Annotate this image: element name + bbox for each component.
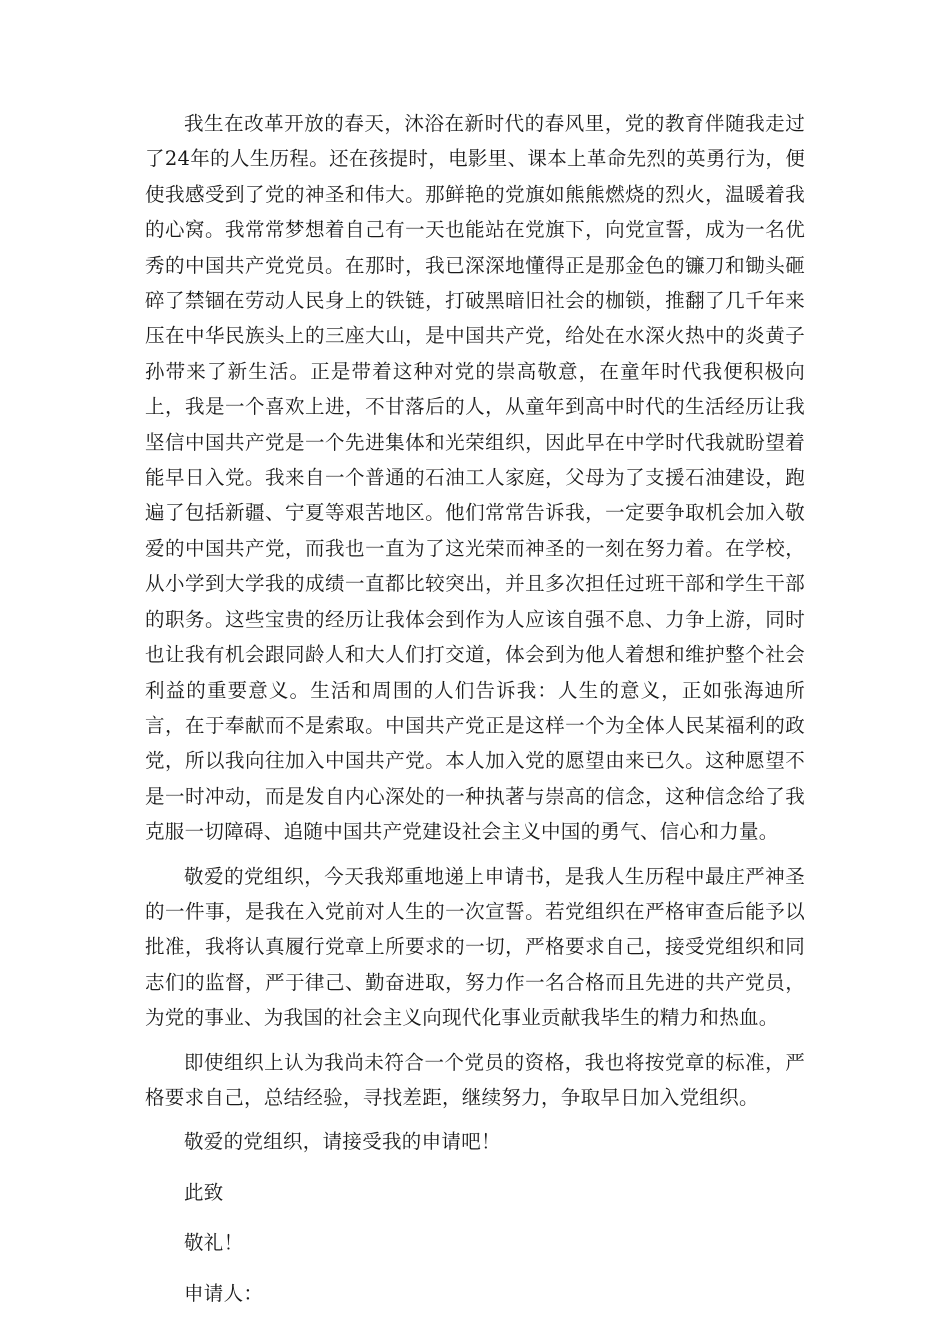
salutation-ci-zhi: 此致 [184, 1180, 224, 1204]
salutation-jing-li: 敬礼！ [184, 1231, 244, 1255]
body-paragraph-2: 敬爱的党组织，今天我郑重地递上申请书，是我人生历程中最庄严神圣的一件事，是我在入党前对人生的一次宣誓。若党组织在严格审查后能予以批准，我将认真履行党章上所要求的一切，严格要求自己，接受党组织和同志们的监督，严于律己、勤奋进取，努力作一名合格而且先进的共产党员，为党的事业、为我国的社会主义向现代化事业贡献我毕生的精力和热血。 [145, 864, 805, 1030]
body-paragraph-1: 我生在改革开放的春天，沐浴在新时代的春风里，党的教育伴随我走过了24年的人生历程。还在孩提时，电影里、课本上革命先烈的英勇行为，便使我感受到了党的神圣和伟大。那鲜艳的党旗如熊熊燃烧的烈火，温暖着我的心窝。我常常梦想着自己有一天也能站在党旗下，向党宣誓，成为一名优秀的中国共产党党员。在那时，我已深深地懂得正是那金色的镰刀和锄头砸碎了禁锢在劳动人民身上的铁链，打破黑暗旧社会的枷锁，推翻了几千年来压在中华民族头上的三座大山，是中国共产党，给处在水深火热中的炎黄子孙带来了新生活。正是带着这种对党的崇高敬意，在童年时代我便积极向上，我是一个喜欢上进，不甘落后的人，从童年到高中时代的生活经历让我坚信中国共产党是一个先进集体和光荣组织，因此早在中学时代我就盼望着能早日入党。我来自一个普通的石油工人家庭，父母为了支援石油建设，跑遍了包括新疆、宁夏等艰苦地区。他们常常告诉我，一定要争取机会加入敬爱的中国共产党，而我也一直为了这光荣而神圣的一刻在努力着。在学校，从小学到大学我的成绩一直都比较突出，并且多次担任过班干部和学生干部的职务。这些宝贵的经历让我体会到作为人应该自强不息、力争上游，同时也让我有机会跟同龄人和大人们打交道，体会到为他人着想和维护整个社会利益的重要意义。生活和周围的人们告诉我：人生的意义，正如张海迪所言，在于奉献而不是索取。中国共产党正是这样一个为全体人民某福利的政党，所以我向往加入中国共产党。本人加入党的愿望由来已久。这种愿望不是一时冲动，而是发自内心深处的一种执著与崇高的信念，这种信念给了我克服一切障碍、追随中国共产党建设社会主义中国的勇气、信心和力量。 [145, 112, 805, 844]
applicant-label: 申请人： [184, 1281, 264, 1305]
document-body [145, 106, 805, 1326]
closing-request: 敬爱的党组织，请接受我的申请吧！ [184, 1130, 501, 1154]
body-paragraph-3: 即使组织上认为我尚未符合一个党员的资格，我也将按党章的标准，严格要求自己，总结经验，寻找差距，继续努力，争取早日加入党组织。 [145, 1050, 805, 1109]
